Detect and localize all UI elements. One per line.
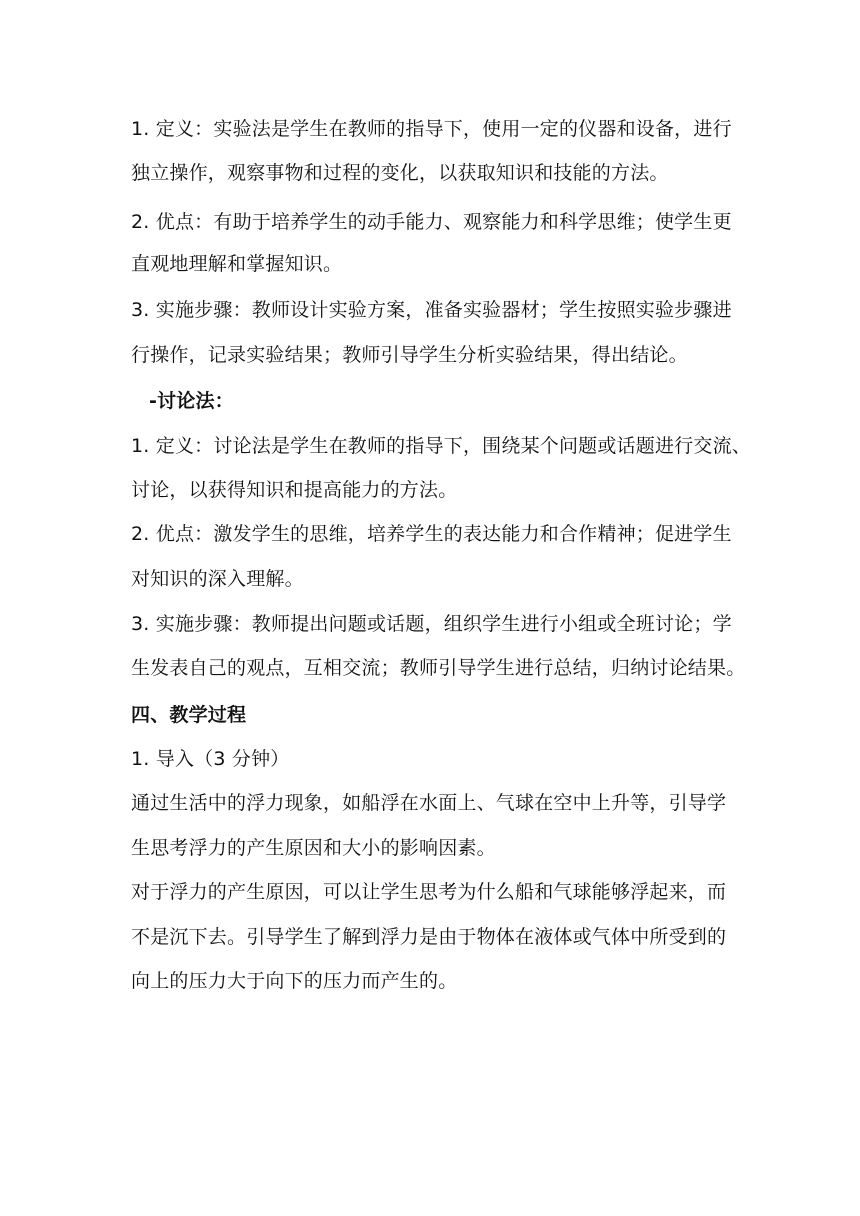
discussion-definition-line-1: 1. 定义：讨论法是学生在教师的指导下，围绕某个问题或话题进行交流、 xyxy=(131,435,751,457)
discussion-advantages-line-2: 对知识的深入理解。 xyxy=(131,568,304,590)
experiment-steps-line-2: 行操作，记录实验结果；教师引导学生分析实验结果，得出结论。 xyxy=(131,344,688,366)
experiment-advantages-line-1: 2. 优点：有助于培养学生的动手能力、观察能力和科学思维；使学生更 xyxy=(131,211,732,233)
intro-subheading: 1. 导入（3 分钟） xyxy=(131,748,290,770)
experiment-definition-line-2: 独立操作，观察事物和过程的变化，以获取知识和技能的方法。 xyxy=(131,162,669,184)
intro-paragraph-2-line-1: 对于浮力的产生原因，可以让学生思考为什么船和气球能够浮起来，而 xyxy=(131,881,727,903)
section-heading-teaching-process: 四、教学过程 xyxy=(131,704,247,726)
discussion-definition-line-2: 讨论，以获得知识和提高能力的方法。 xyxy=(131,479,458,501)
discussion-advantages-line-1: 2. 优点：激发学生的思维，培养学生的表达能力和合作精神；促进学生 xyxy=(131,523,732,545)
experiment-definition-line-1: 1. 定义：实验法是学生在教师的指导下，使用一定的仪器和设备，进行 xyxy=(131,118,732,140)
intro-paragraph-1-line-1: 通过生活中的浮力现象，如船浮在水面上、气球在空中上升等，引导学 xyxy=(131,792,727,814)
experiment-advantages-line-2: 直观地理解和掌握知识。 xyxy=(131,253,343,275)
experiment-steps-line-1: 3. 实施步骤：教师设计实验方案，准备实验器材；学生按照实验步骤进 xyxy=(131,299,732,321)
discussion-steps-line-1: 3. 实施步骤：教师提出问题或话题，组织学生进行小组或全班讨论；学 xyxy=(131,613,732,635)
intro-paragraph-1-line-2: 生思考浮力的产生原因和大小的影响因素。 xyxy=(131,837,496,859)
discussion-method-heading: -讨论法： xyxy=(149,390,234,412)
intro-paragraph-2-line-2: 不是沉下去。引导学生了解到浮力是由于物体在液体或气体中所受到的 xyxy=(131,926,727,948)
intro-paragraph-2-line-3: 向上的压力大于向下的压力而产生的。 xyxy=(131,970,458,992)
discussion-steps-line-2: 生发表自己的观点，互相交流；教师引导学生进行总结，归纳讨论结果。 xyxy=(131,657,746,679)
